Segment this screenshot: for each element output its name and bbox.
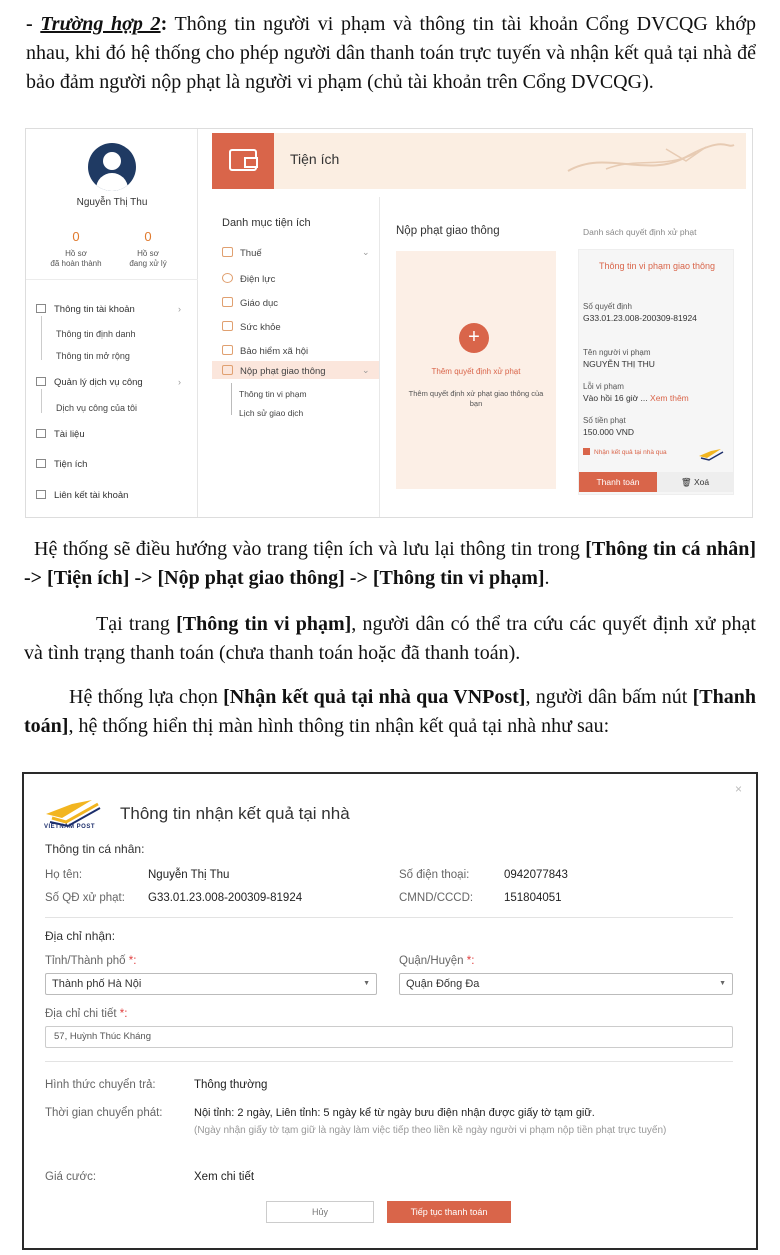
phone-label: Số điện thoại: — [399, 869, 470, 881]
divider — [45, 917, 733, 918]
dash: - — [26, 13, 41, 35]
insurance-icon — [222, 345, 233, 355]
select-value: Thành phố Hà Nội — [52, 978, 142, 990]
banner-title: Tiện ích — [290, 151, 340, 167]
text: Hệ thống sẽ điều hướng vào trang tiện ích và lưu lại thông tin trong — [34, 538, 586, 560]
case-heading: Trường hợp 2 — [40, 13, 161, 35]
modal-title: Thông tin nhận kết quả tại nhà — [120, 804, 350, 823]
delivery-time-value: Nội tỉnh: 2 ngày, Liên tỉnh: 5 ngày kể từ ngày bưu điện nhận được giấy tờ tạm giữ. — [194, 1107, 595, 1119]
logo-text: VIETNAM POST — [44, 824, 96, 830]
decision-label: Số quyết định — [583, 302, 632, 311]
name-label: Họ tên: — [45, 869, 83, 881]
caret-icon: ▼ — [363, 980, 370, 987]
district-label — [399, 955, 474, 967]
plus-icon[interactable]: + — [459, 323, 489, 353]
category-label: Điện lực — [240, 274, 276, 285]
violation-card — [578, 249, 734, 495]
chevron-right-icon: › — [178, 304, 181, 314]
traffic-fine-icon — [222, 365, 233, 375]
menu-identity-info[interactable]: Thông tin định danh — [56, 329, 136, 339]
label-text: Tỉnh/Thành phố — [45, 955, 129, 967]
id-value: 151804051 — [504, 892, 562, 904]
menu-account-info[interactable] — [36, 304, 135, 315]
category-label: Bảo hiểm xã hội — [240, 346, 309, 357]
category-insurance[interactable] — [222, 345, 308, 357]
select-value: Quận Đống Đa — [406, 978, 480, 990]
paragraph-violation-page — [0, 610, 780, 668]
label-text: Quận/Huyện — [399, 955, 467, 967]
detail-address-label — [45, 1008, 127, 1020]
sidebar — [26, 129, 198, 517]
category-electric[interactable] — [222, 273, 275, 285]
text: Tại trang — [96, 613, 177, 635]
menu-transaction-history[interactable]: Lịch sử giao dịch — [239, 408, 304, 418]
fee-label: Giá cước: — [45, 1171, 97, 1183]
stat-label: đã hoàn thành — [50, 259, 102, 268]
bold-term: [Nhận kết quả tại nhà qua VNPost] — [223, 686, 526, 708]
stat-processing[interactable] — [116, 229, 180, 269]
utility-categories — [212, 197, 380, 517]
decision-list-link[interactable]: Danh sách quyết định xử phạt — [583, 227, 697, 237]
menu-label: Tài liệu — [54, 429, 85, 440]
delivery-method-value: Thông thường — [194, 1079, 268, 1091]
case-text: Thông tin người vi phạm và thông tin tài khoản Cổng DVCQG khớp nhau, khi đó hệ thống cho phép người dân thanh toán trực tuyến và nhận kết quả tại nhà để bảo đảm người nộp phạt là người vi phạm (chủ tài khoản trên Cổng DVCQG). — [26, 13, 757, 93]
chevron-down-icon: ⌄ — [362, 365, 370, 375]
paragraph-navigation — [0, 535, 780, 593]
colon: : — [160, 13, 168, 35]
category-title: Danh mục tiện ích — [222, 217, 311, 229]
portal-screenshot — [25, 128, 753, 518]
menu-label: Tiện ích — [54, 459, 88, 470]
text: , người dân có thể tra cứu các quyết định xử phạt và tình trạng thanh toán (chưa thanh toán hoặc đã thanh toán). — [24, 613, 756, 664]
link-icon — [36, 490, 46, 499]
decision-value: G33.01.23.008-200309-81924 — [148, 892, 303, 904]
wallet-icon — [212, 133, 274, 189]
tax-icon — [222, 247, 233, 257]
id-card-icon — [36, 304, 46, 313]
delete-label: Xoá — [694, 477, 710, 487]
category-label: Nộp phạt giao thông — [240, 366, 326, 377]
error-value — [583, 393, 689, 403]
id-label: CMND/CCCD: — [399, 892, 474, 904]
stat-label: đang xử lý — [129, 259, 167, 268]
decision-value: G33.01.23.008-200309-81924 — [583, 313, 697, 323]
stat-value: 0 — [144, 229, 152, 244]
required-mark: *: — [128, 955, 137, 967]
menu-extended-info[interactable]: Thông tin mở rộng — [56, 351, 130, 361]
text: . — [544, 567, 550, 589]
delivery-method-label: Hình thức chuyển trả: — [45, 1079, 156, 1091]
add-decision-desc: Thêm quyết định xử phạt giao thông của bạn — [408, 389, 544, 408]
folder-icon — [36, 377, 46, 386]
category-label: Giáo dục — [240, 298, 279, 309]
violation-card-title: Thông tin vi phạm giao thông — [598, 261, 716, 271]
personal-section-title: Thông tin cá nhân: — [45, 842, 145, 856]
delivery-time-label: Thời gian chuyển phát: — [45, 1107, 163, 1119]
menu-label: Liên kết tài khoản — [54, 490, 129, 501]
chevron-down-icon: ⌄ — [362, 247, 370, 257]
category-tax[interactable] — [222, 247, 262, 259]
category-education[interactable] — [222, 297, 278, 309]
user-name: Nguyễn Thị Thu — [76, 197, 148, 208]
detail-address-input[interactable]: 57, Huỳnh Thúc Kháng — [45, 1026, 733, 1048]
stat-label: Hồ sơ — [137, 249, 159, 258]
stat-value: 0 — [72, 229, 80, 244]
text: Hệ thống lựa chọn — [69, 686, 224, 708]
tree-line — [41, 389, 42, 413]
close-icon[interactable]: × — [734, 782, 742, 796]
menu-my-services[interactable]: Dịch vụ công của tôi — [56, 403, 138, 413]
menu-service-management[interactable] — [36, 377, 143, 388]
delivery-modal — [22, 772, 758, 1250]
checkbox-label: Nhận kết quả tại nhà qua — [594, 449, 667, 456]
category-traffic-fine[interactable] — [222, 365, 326, 377]
label-text: Địa chỉ chi tiết — [45, 1008, 120, 1020]
caret-icon: ▼ — [719, 980, 726, 987]
electric-icon — [222, 273, 233, 283]
menu-linked-accounts[interactable] — [36, 490, 128, 501]
text: , hệ thống hiển thị màn hình thông tin nhận kết quả tại nhà như sau: — [68, 715, 610, 737]
vnpost-logo-icon — [697, 446, 725, 462]
divider — [26, 279, 198, 280]
bold-path: [Thông tin cá nhân] -> [Tiện ích] -> [Nộp phạt giao thông] -> [Thông tin vi phạm] — [24, 538, 756, 589]
traffic-fine-title: Nộp phạt giao thông — [396, 225, 500, 237]
see-more-link[interactable]: Xem thêm — [650, 393, 689, 403]
continue-payment-button[interactable]: Tiếp tục thanh toán — [387, 1201, 511, 1223]
utilities-banner — [212, 133, 746, 189]
category-label: Thuế — [240, 248, 262, 259]
error-label: Lỗi vi phạm — [583, 382, 624, 391]
fee-detail-link[interactable]: Xem chi tiết — [194, 1171, 255, 1183]
add-decision-card[interactable] — [396, 251, 556, 489]
delivery-time-note: (Ngày nhận giấy tờ tạm giữ là ngày làm việc tiếp theo liền kề ngày người vi phạm nộp tiền phạt trực tuyến) — [194, 1125, 667, 1136]
amount-label: Số tiền phạt — [583, 416, 626, 425]
education-icon — [222, 297, 233, 307]
province-select[interactable] — [45, 973, 377, 995]
bird-decoration-icon — [566, 139, 736, 183]
paragraph-vnpost — [0, 683, 780, 741]
cancel-button[interactable]: Hủy — [266, 1201, 374, 1223]
add-decision-label: Thêm quyết định xử phạt — [431, 367, 521, 376]
stat-completed[interactable] — [36, 229, 116, 269]
name-value: Nguyễn Thị Thu — [148, 869, 230, 881]
required-mark: *: — [119, 1008, 128, 1020]
bold-term: [Thông tin vi phạm] — [176, 613, 352, 635]
menu-documents[interactable] — [36, 429, 85, 440]
chevron-right-icon: › — [178, 377, 181, 387]
menu-label: Quản lý dịch vụ công — [54, 377, 143, 388]
category-health[interactable] — [222, 321, 281, 333]
menu-utilities[interactable] — [36, 459, 87, 470]
phone-value: 0942077843 — [504, 869, 568, 881]
province-label — [45, 955, 136, 967]
checkbox-checked-icon — [583, 448, 590, 455]
vnpost-checkbox[interactable] — [583, 448, 667, 458]
stat-label: Hồ sơ — [65, 249, 87, 258]
document-icon — [36, 429, 46, 438]
decision-label: Số QĐ xử phạt: — [45, 892, 125, 904]
error-text: Vào hồi 16 giờ ... — [583, 393, 648, 403]
category-label: Sức khỏe — [240, 322, 281, 333]
user-avatar-icon — [88, 143, 136, 191]
bold-term: [Thanh toán] — [24, 686, 756, 737]
divider — [45, 1061, 733, 1062]
text: , người dân bấm nút — [525, 686, 693, 708]
menu-label: Thông tin tài khoản — [54, 304, 135, 315]
menu-violation-info[interactable]: Thông tin vi phạm — [239, 389, 307, 399]
health-icon — [222, 321, 233, 331]
delete-button[interactable] — [657, 472, 733, 492]
pay-button[interactable]: Thanh toán — [579, 472, 657, 492]
trash-icon: 🗑 — [680, 477, 692, 487]
address-section-title: Địa chỉ nhận: — [45, 929, 116, 943]
utility-icon — [36, 459, 46, 468]
district-select[interactable] — [399, 973, 733, 995]
violator-label: Tên người vi phạm — [583, 348, 651, 357]
required-mark: *: — [466, 955, 475, 967]
amount-value: 150.000 VND — [583, 427, 635, 437]
tree-line — [41, 316, 42, 360]
paragraph-case-2 — [0, 10, 780, 97]
tree-line — [231, 383, 232, 415]
violator-value: NGUYỄN THỊ THU — [583, 359, 655, 369]
